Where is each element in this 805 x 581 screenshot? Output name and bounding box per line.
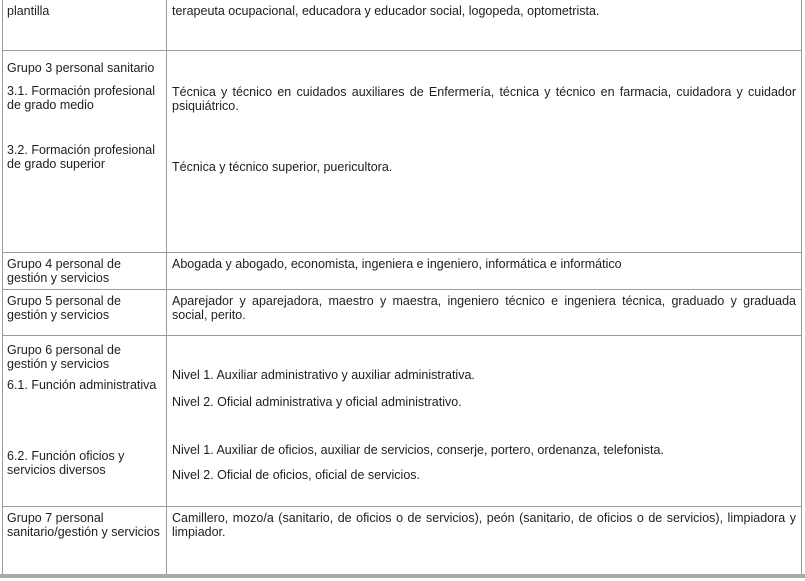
cell-paragraph: Grupo 4 personal de gestión y servicios xyxy=(7,257,121,285)
right-column-cell xyxy=(167,51,801,252)
left-column-cell xyxy=(3,336,167,506)
cell-paragraph: Nivel 1. Auxiliar de oficios, auxiliar de servicios, conserje, portero, ordenanza, telefonista. xyxy=(172,443,664,457)
cell-paragraph: 3.1. Formación profesional de grado medio xyxy=(7,84,155,112)
cell-paragraph: terapeuta ocupacional, educadora y educador social, logopeda, optometrista. xyxy=(172,4,600,18)
right-column-cell xyxy=(167,253,801,289)
left-column-cell xyxy=(3,0,167,50)
cell-paragraph: 6.2. Función oficios y servicios diversos xyxy=(7,449,125,477)
right-column-cell xyxy=(167,290,801,335)
row-grupo-7 xyxy=(3,507,801,574)
row-grupo-6 xyxy=(3,336,801,507)
cell-paragraph: Nivel 1. Auxiliar administrativo y auxiliar administrativa. xyxy=(172,368,475,382)
cell-paragraph: Camillero, mozo/a (sanitario, de oficios o de servicios), peón (sanitario, de oficios o de servicios), limpiadora y limpiador. xyxy=(172,511,796,539)
row-grupo-3 xyxy=(3,51,801,253)
cell-paragraph: Abogada y abogado, economista, ingeniera e ingeniero, informática e informático xyxy=(172,257,622,271)
right-column-cell xyxy=(167,0,801,50)
cell-paragraph: Grupo 7 personal sanitario/gestión y servicios xyxy=(7,511,160,539)
row-grupo-4 xyxy=(3,253,801,290)
cell-paragraph: 3.2. Formación profesional de grado superior xyxy=(7,143,155,171)
left-column-cell xyxy=(3,51,167,252)
cell-paragraph: Grupo 6 personal de gestión y servicios xyxy=(7,343,121,371)
left-column-cell xyxy=(3,507,167,574)
left-column-cell xyxy=(3,290,167,335)
left-column-cell xyxy=(3,253,167,289)
right-column-cell xyxy=(167,336,801,506)
cell-paragraph: Nivel 2. Oficial administrativa y oficial administrativo. xyxy=(172,395,462,409)
cell-paragraph: Técnica y técnico superior, puericultora. xyxy=(172,160,393,174)
cell-paragraph: plantilla xyxy=(7,4,50,18)
personnel-groups-table xyxy=(2,0,802,574)
cell-paragraph: Grupo 3 personal sanitario xyxy=(7,61,155,75)
right-column-cell xyxy=(167,507,801,574)
cell-paragraph: Aparejador y aparejadora, maestro y maestra, ingeniero técnico e ingeniera técnica, graduado y graduada social, perito. xyxy=(172,294,796,322)
cell-paragraph: Nivel 2. Oficial de oficios, oficial de servicios. xyxy=(172,468,421,482)
table-bottom-border xyxy=(0,574,805,578)
row-plantilla xyxy=(3,0,801,51)
cell-paragraph: Grupo 5 personal de gestión y servicios xyxy=(7,294,121,322)
row-grupo-5 xyxy=(3,290,801,336)
cell-paragraph: 6.1. Función administrativa xyxy=(7,378,157,392)
cell-paragraph: Técnica y técnico en cuidados auxiliares de Enfermería, técnica y técnico en farmacia, cuidadora y cuidador psiquiátrico. xyxy=(172,85,796,113)
